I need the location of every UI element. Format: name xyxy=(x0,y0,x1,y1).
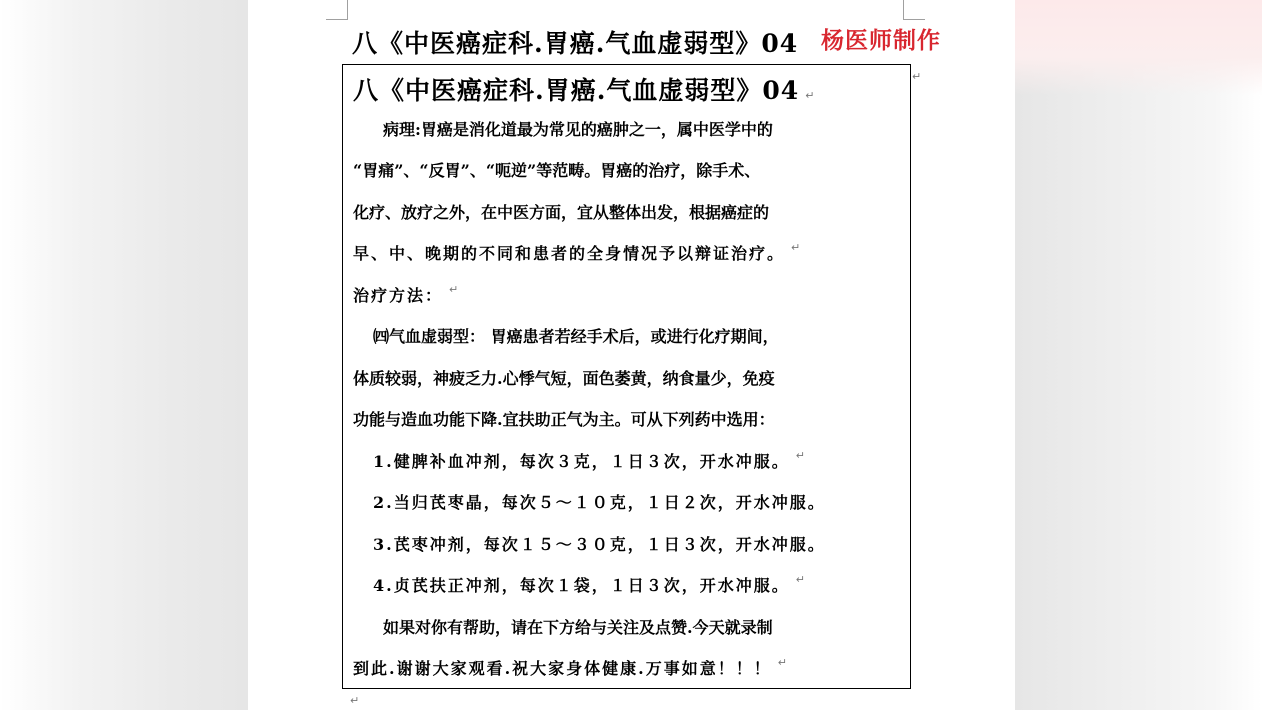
paragraph-line: 病理:胃癌是消化道最为常见的癌肿之一，属中医学中的 xyxy=(383,120,773,139)
paragraph-line: “胃痛”、“反胃”、“呃逆”等范畴。胃癌的治疗，除手术、 xyxy=(353,161,761,180)
list-item: 3.芪枣冲剂，每次１５～３０克，１日３次，开水冲服。 xyxy=(373,535,826,554)
left-background xyxy=(0,0,248,710)
document-page xyxy=(248,0,1015,710)
closing-line: 到此.谢谢大家观看.祝大家身体健康.万事如意！！！ ↵ xyxy=(353,656,789,678)
list-item: 2.当归芪枣晶，每次５～１０克，１日２次，开水冲服。 xyxy=(373,493,826,512)
paragraph-line: 化疗、放疗之外，在中医方面，宜从整体出发，根据癌症的 xyxy=(353,203,770,222)
page-title: 八《中医癌症科.胃癌.气血虚弱型》04 xyxy=(352,29,799,58)
textbox-title: 八《中医癌症科.胃癌.气血虚弱型》04 ↵ xyxy=(353,76,816,105)
list-item: 1.健脾补血冲剂，每次３克，１日３次，开水冲服。 ↵ xyxy=(373,449,807,471)
paragraph-line: 功能与造血功能下降.宜扶助正气为主。可从下列药中选用： xyxy=(353,410,775,429)
closing-line: 如果对你有帮助，请在下方给与关注及点赞.今天就录制 xyxy=(383,618,773,637)
section-heading: 治疗方法： ↵ xyxy=(353,283,461,305)
paragraph-line: 早、中、晚期的不同和患者的全身情况予以辩证治疗。 ↵ xyxy=(353,241,803,263)
paragraph-line: 体质较弱，神疲乏力.心悸气短，面色萎黄，纳食量少，免疫 xyxy=(353,369,775,388)
page-corner-mark-right xyxy=(903,0,925,20)
right-background xyxy=(1015,0,1262,710)
paragraph-mark-icon: ↵ xyxy=(912,70,922,83)
blurred-banner xyxy=(1015,0,1262,95)
list-item: 4.贞芪扶正冲剂，每次１袋，１日３次，开水冲服。 ↵ xyxy=(373,573,807,595)
text-box[interactable] xyxy=(342,64,911,689)
page-corner-mark-left xyxy=(326,0,348,20)
paragraph-line: ㈣气血虚弱型： 胃癌患者若经手术后，或进行化疗期间， xyxy=(373,327,779,346)
author-watermark: 杨医师制作 xyxy=(821,28,941,54)
paragraph-mark-icon: ↵ xyxy=(350,694,360,707)
